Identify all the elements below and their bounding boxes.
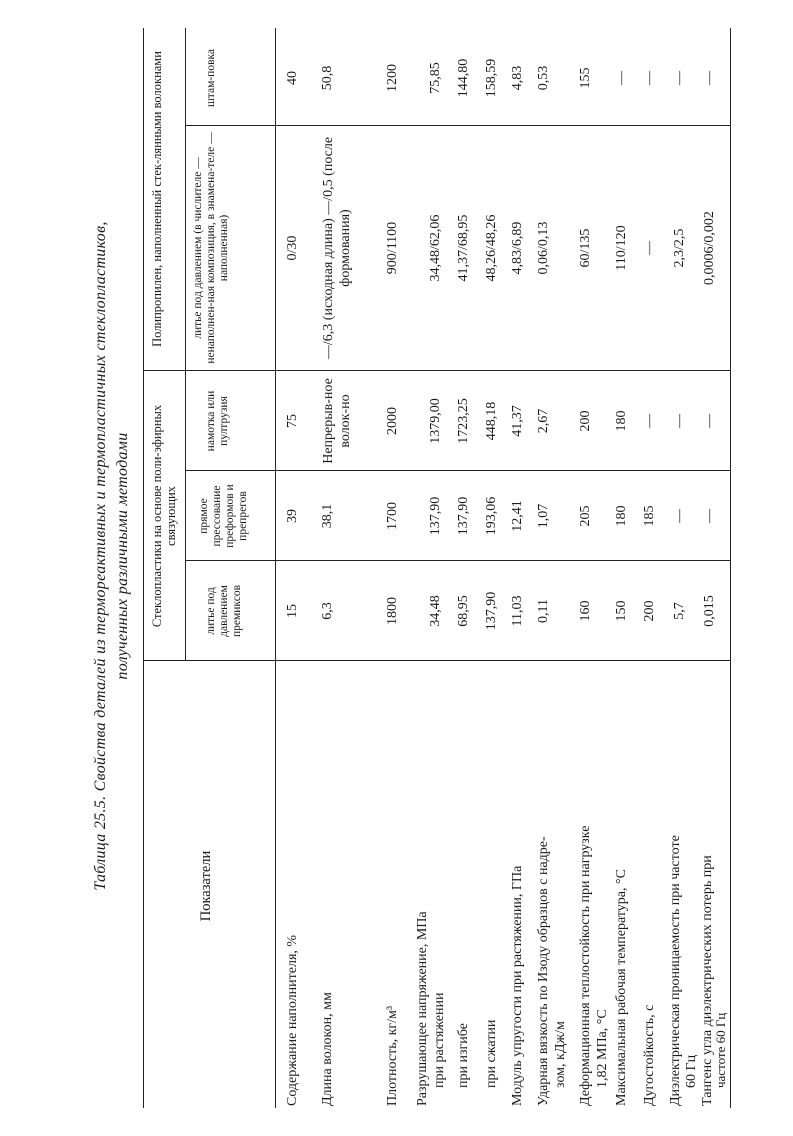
cell-value: 2000	[385, 407, 400, 435]
cell-value: 137,90	[456, 496, 471, 536]
cell-value: Непрерыв-ное волок-но	[321, 378, 353, 464]
cell-value: —	[702, 509, 717, 523]
cell-value: 2,3/2,5	[672, 228, 687, 268]
cell-value: —	[672, 509, 687, 523]
cell-value: 155	[578, 67, 593, 89]
cell-value: —	[702, 414, 717, 428]
cell-value: 137,90	[484, 591, 499, 631]
cell-value: 39	[285, 509, 300, 523]
cell-value: 41,37	[510, 405, 525, 437]
cell-value: —	[672, 414, 687, 428]
cell-value: 11,03	[510, 595, 525, 627]
row-label: Содержание наполнителя, %	[285, 934, 300, 1106]
group-divider	[185, 28, 186, 661]
cell-value: 1800	[385, 597, 400, 625]
row-label: Модуль упругости при растяжении, ГПа	[510, 865, 525, 1106]
cell-value: 4,83/6,89	[510, 221, 525, 275]
cell-value: 144,80	[456, 58, 471, 98]
cell-value: 0,06/0,13	[536, 221, 551, 275]
cell-value: 1700	[385, 502, 400, 530]
cell-value: 60/135	[578, 228, 593, 268]
row-sublabel: 60 Гц	[684, 1054, 699, 1088]
cell-value: 34,48/62,06	[428, 214, 443, 282]
cell-value: —	[642, 241, 657, 255]
cell-value: 0/30	[285, 235, 300, 261]
cell-value: —	[614, 71, 629, 85]
cell-value: 0,11	[536, 599, 551, 623]
cell-value: 158,59	[484, 58, 499, 98]
table-top-rule	[143, 28, 144, 1108]
cell-value: 1723,25	[456, 398, 471, 444]
table-caption-continued: полученных различными методами	[114, 432, 131, 680]
cell-value: —	[672, 71, 687, 85]
cell-value: 0,53	[536, 65, 551, 91]
cell-value: 0,0006/0,002	[702, 211, 717, 285]
row-label: Разрушающее напряжение, МПа	[415, 911, 430, 1106]
header-col-stamping: штам-повка	[205, 48, 217, 108]
row-label: Максимальная рабочая температура, °С	[614, 869, 629, 1106]
row-label: Плотность, кг/м³	[385, 1005, 400, 1106]
cell-value: 15	[285, 604, 300, 618]
header-indicator: Показатели	[198, 850, 214, 922]
cell-value: 180	[614, 410, 629, 432]
cell-value: 900/1100	[385, 221, 400, 275]
column-divider	[185, 470, 730, 471]
header-col-pp-injection: литье под давлением (в числителе — ненаполнен-ная композиция, в знамена-теле — наполненная)	[192, 132, 230, 364]
cell-value: —	[642, 414, 657, 428]
cell-value: 5,7	[672, 602, 687, 620]
cell-value: 6,3	[320, 602, 335, 620]
row-label: при сжатии	[484, 1019, 499, 1088]
row-sublabel: частоте 60 Гц	[713, 1012, 728, 1088]
header-col-injection-premix: литье под давлением премиксов	[205, 584, 243, 638]
cell-value: 150	[614, 600, 629, 622]
table-bottom-rule	[730, 28, 731, 1108]
header-group-thermoset: Стеклопластики на основе поли-эфирных связующих	[150, 404, 178, 628]
row-label: Длина волокон, мм	[320, 992, 335, 1106]
header-col-direct-pressing: прямое прессование преформов и препрегов	[198, 484, 249, 548]
cell-value: 193,06	[484, 496, 499, 536]
cell-value: 160	[578, 600, 593, 622]
cell-value: 34,48	[428, 595, 443, 627]
cell-value: —	[702, 71, 717, 85]
cell-value: 68,95	[456, 595, 471, 627]
row-label: Тангенс угла диэлектрических потерь при	[700, 855, 715, 1106]
cell-value: 180	[614, 505, 629, 527]
cell-value: 200	[642, 600, 657, 622]
cell-value: 41,37/68,95	[456, 214, 471, 282]
cell-value: 1,07	[536, 503, 551, 529]
cell-value: 185	[642, 505, 657, 527]
cell-value: —	[642, 71, 657, 85]
cell-value: 1379,00	[428, 398, 443, 444]
cell-value: 75	[285, 414, 300, 428]
cell-value: 4,83	[510, 65, 525, 91]
row-label: Ударная вязкость по Изоду образцов с надре-	[536, 836, 551, 1106]
column-divider	[143, 660, 730, 661]
table-caption: Таблица 25.5. Свойства деталей из термореактивных и термопластичных стеклопластиков,	[92, 221, 109, 891]
header-bottom-rule	[275, 28, 276, 1108]
cell-value: —/6,3 (исходная длина) —/0,5 (после формования)	[321, 136, 353, 360]
cell-value: 40	[285, 71, 300, 85]
column-divider	[143, 370, 730, 371]
cell-value: 110/120	[614, 225, 629, 271]
row-sublabel: зом, кДж/м	[553, 1021, 568, 1088]
cell-value: 200	[578, 410, 593, 432]
header-col-winding-pultrusion: намотка или пултрузия	[205, 390, 230, 452]
column-divider	[185, 125, 730, 126]
row-label: Деформационная теплостойкость при нагрузке	[578, 825, 593, 1106]
cell-value: 48,26/48,26	[484, 214, 499, 282]
cell-value: 0,015	[702, 595, 717, 627]
column-divider	[185, 560, 730, 561]
cell-value: 137,90	[428, 496, 443, 536]
cell-value: 2,67	[536, 408, 551, 434]
row-label: Дугостойкость, с	[642, 1004, 657, 1106]
cell-value: 38,1	[320, 503, 335, 529]
header-group-polypropylene: Полипропилен, наполненный стек-лянными волокнами	[150, 51, 164, 347]
row-label: при изгибе	[456, 1023, 471, 1088]
cell-value: 205	[578, 505, 593, 527]
cell-value: 12,41	[510, 500, 525, 532]
cell-value: 75,85	[428, 62, 443, 94]
cell-value: 50,8	[320, 65, 335, 91]
row-sublabel: 1,82 МПа, °С	[595, 1009, 610, 1088]
row-label: Диэлектрическая проницаемость при частоте	[668, 835, 683, 1106]
row-sublabel: при растяжении	[432, 992, 447, 1088]
cell-value: 1200	[385, 64, 400, 92]
cell-value: 448,18	[484, 401, 499, 441]
